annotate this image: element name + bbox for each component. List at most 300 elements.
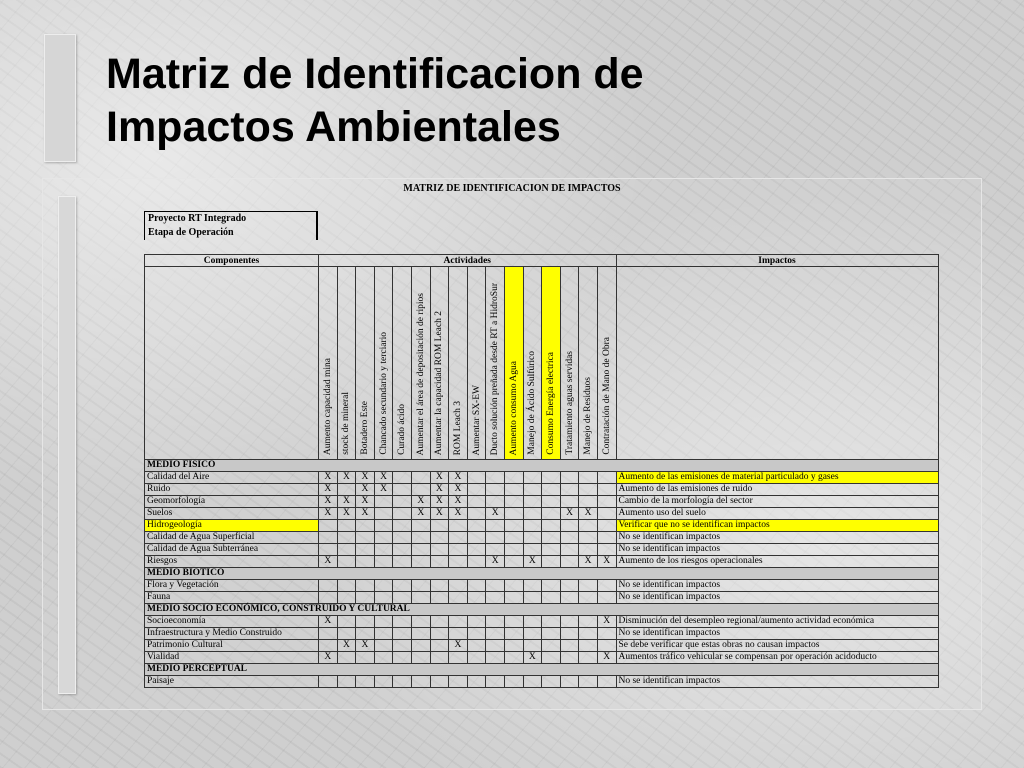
impact-mark-cell <box>542 676 561 688</box>
impact-mark-cell: X <box>374 472 393 484</box>
table-row <box>145 592 939 604</box>
impact-mark-cell: X <box>449 508 468 520</box>
table-row <box>145 532 939 544</box>
impact-mark-cell: X <box>449 472 468 484</box>
activity-header-cell <box>449 267 468 460</box>
impact-mark-cell: X <box>523 556 542 568</box>
impact-mark-cell <box>579 628 598 640</box>
impact-mark-cell <box>393 472 412 484</box>
impact-mark-cell <box>337 556 356 568</box>
impact-mark-cell <box>486 652 505 664</box>
impact-mark-cell <box>393 628 412 640</box>
activity-header-cell <box>467 267 486 460</box>
impact-mark-cell <box>393 652 412 664</box>
impact-mark-cell <box>467 652 486 664</box>
activity-header-cell <box>393 267 412 460</box>
impact-mark-cell <box>411 676 430 688</box>
impact-mark-cell: X <box>356 508 375 520</box>
section-label: MEDIO BIOTICO <box>145 568 939 580</box>
impact-mark-cell: X <box>356 484 375 496</box>
activity-label: Aumentar SX-EW <box>471 384 482 455</box>
impact-mark-cell: X <box>430 496 449 508</box>
impact-mark-cell <box>356 544 375 556</box>
activity-header-cell <box>579 267 598 460</box>
impact-mark-cell <box>430 532 449 544</box>
activity-label: Manejo de Residuos <box>583 377 594 455</box>
impact-mark-cell <box>411 628 430 640</box>
impact-description-cell: Cambio de la morfología del sector <box>616 496 938 508</box>
activity-label: Aumentar la capacidad ROM Leach 2 <box>434 310 445 455</box>
impact-mark-cell <box>411 580 430 592</box>
impact-mark-cell <box>560 580 579 592</box>
impact-mark-cell <box>430 616 449 628</box>
slide-title-line-1: Matriz de Identificacion de <box>106 50 644 98</box>
component-cell: Infraestructura y Medio Construido <box>145 628 319 640</box>
activity-header-cell <box>374 267 393 460</box>
table-row <box>145 580 939 592</box>
table-row <box>145 652 939 664</box>
impact-mark-cell <box>374 508 393 520</box>
table-row <box>145 544 939 556</box>
section-row <box>145 460 939 472</box>
impact-mark-cell <box>597 520 616 532</box>
impact-mark-cell: X <box>430 472 449 484</box>
impact-mark-cell: X <box>337 640 356 652</box>
impact-description-cell: No se identifican impactos <box>616 580 938 592</box>
impact-mark-cell <box>356 676 375 688</box>
impact-mark-cell <box>374 544 393 556</box>
impact-mark-cell <box>319 640 338 652</box>
impact-description-cell: Aumento de los riesgos operacionales <box>616 556 938 568</box>
component-cell: Vialidad <box>145 652 319 664</box>
impact-mark-cell <box>523 580 542 592</box>
impact-mark-cell <box>579 496 598 508</box>
impact-mark-cell <box>411 484 430 496</box>
slide-title-line-2: Impactos Ambientales <box>106 103 561 151</box>
impact-mark-cell <box>597 580 616 592</box>
impact-mark-cell <box>597 592 616 604</box>
impact-mark-cell <box>374 580 393 592</box>
impact-mark-cell: X <box>319 472 338 484</box>
impact-mark-cell <box>523 616 542 628</box>
impact-mark-cell: X <box>579 508 598 520</box>
impact-mark-cell <box>504 628 523 640</box>
activity-label: Consumo Energía electrica <box>545 352 556 455</box>
impact-mark-cell <box>430 676 449 688</box>
impact-mark-cell <box>393 640 412 652</box>
impact-mark-cell <box>560 496 579 508</box>
table-row <box>145 616 939 628</box>
impact-mark-cell <box>467 628 486 640</box>
impact-mark-cell <box>560 592 579 604</box>
impact-mark-cell <box>523 544 542 556</box>
impact-mark-cell <box>597 496 616 508</box>
impact-mark-cell <box>486 496 505 508</box>
impact-mark-cell <box>449 652 468 664</box>
impact-mark-cell <box>374 532 393 544</box>
impact-mark-cell <box>542 544 561 556</box>
component-cell: Paisaje <box>145 676 319 688</box>
impact-mark-cell <box>374 628 393 640</box>
impact-mark-cell <box>542 508 561 520</box>
impact-mark-cell <box>504 544 523 556</box>
impact-mark-cell <box>393 484 412 496</box>
activity-label: Manejo de Ácido Sulfúrico <box>527 351 538 455</box>
table-row <box>145 496 939 508</box>
impact-mark-cell <box>486 580 505 592</box>
table-row <box>145 640 939 652</box>
impact-mark-cell: X <box>597 616 616 628</box>
impacts-header: Impactos <box>616 255 938 267</box>
activity-header-cell <box>337 267 356 460</box>
impact-mark-cell: X <box>356 496 375 508</box>
component-cell: Fauna <box>145 592 319 604</box>
impact-mark-cell <box>467 640 486 652</box>
impact-mark-cell: X <box>449 640 468 652</box>
activity-label: Aumento consumo Agua <box>508 360 519 455</box>
component-cell: Calidad de Agua Superficial <box>145 532 319 544</box>
impact-mark-cell: X <box>356 472 375 484</box>
impact-mark-cell <box>504 580 523 592</box>
impact-mark-cell <box>579 484 598 496</box>
impact-mark-cell <box>337 544 356 556</box>
section-label: MEDIO SOCIO ECONÓMICO, CONSTRUIDO Y CULTURAL <box>145 604 939 616</box>
impact-mark-cell <box>449 544 468 556</box>
impact-mark-cell <box>560 484 579 496</box>
impact-mark-cell <box>356 580 375 592</box>
impact-mark-cell <box>560 544 579 556</box>
impact-description-cell: No se identifican impactos <box>616 544 938 556</box>
activity-label: Aumento capacidad mina <box>322 357 333 455</box>
impact-mark-cell <box>374 496 393 508</box>
component-cell: Calidad del Aire <box>145 472 319 484</box>
impact-mark-cell <box>523 484 542 496</box>
impact-mark-cell <box>467 520 486 532</box>
table-row <box>145 508 939 520</box>
impact-mark-cell <box>597 544 616 556</box>
impact-mark-cell <box>430 628 449 640</box>
activity-label: Chancado secundario y terciario <box>378 332 389 455</box>
activity-label: Curado ácido <box>397 404 408 455</box>
impact-mark-cell: X <box>430 508 449 520</box>
activity-header-cell <box>411 267 430 460</box>
impact-mark-cell: X <box>337 472 356 484</box>
impact-mark-cell: X <box>579 556 598 568</box>
matrix-header-row <box>145 255 939 267</box>
impact-mark-cell <box>467 508 486 520</box>
section-row <box>145 604 939 616</box>
impact-mark-cell <box>523 472 542 484</box>
activity-header-cell <box>356 267 375 460</box>
impact-mark-cell <box>430 544 449 556</box>
impact-mark-cell <box>356 628 375 640</box>
activity-label: Aumentar el área de depositación de ripios <box>415 292 426 455</box>
component-cell: Patrimonio Cultural <box>145 640 319 652</box>
impact-mark-cell <box>486 628 505 640</box>
impact-mark-cell <box>374 640 393 652</box>
impact-mark-cell: X <box>411 508 430 520</box>
activity-header-cell <box>430 267 449 460</box>
impact-description-cell: Aumento uso del suelo <box>616 508 938 520</box>
impact-mark-cell <box>486 592 505 604</box>
activity-header-cell <box>504 267 523 460</box>
impact-mark-cell <box>597 472 616 484</box>
impact-mark-cell: X <box>337 508 356 520</box>
impact-mark-cell: X <box>523 652 542 664</box>
table-row <box>145 484 939 496</box>
impact-mark-cell <box>467 556 486 568</box>
activity-label: Ducto solución preñada desde RT a HidroSur <box>490 282 501 455</box>
impact-mark-cell <box>356 616 375 628</box>
impact-mark-cell <box>467 580 486 592</box>
impact-mark-cell <box>523 640 542 652</box>
impact-mark-cell <box>560 532 579 544</box>
impact-mark-cell <box>374 676 393 688</box>
activity-header-cell <box>486 267 505 460</box>
matrix-sheet <box>42 178 982 710</box>
impact-mark-cell <box>374 616 393 628</box>
impact-mark-cell <box>504 676 523 688</box>
impact-mark-cell: X <box>486 508 505 520</box>
impact-mark-cell <box>319 580 338 592</box>
impact-mark-cell: X <box>319 508 338 520</box>
impact-mark-cell <box>467 484 486 496</box>
impact-mark-cell <box>542 484 561 496</box>
impact-mark-cell <box>542 472 561 484</box>
impact-mark-cell <box>579 616 598 628</box>
impact-mark-cell: X <box>560 508 579 520</box>
impact-mark-cell <box>560 520 579 532</box>
impact-mark-cell <box>337 616 356 628</box>
activity-header-cell <box>560 267 579 460</box>
table-row <box>145 472 939 484</box>
impact-mark-cell: X <box>319 616 338 628</box>
impact-description-cell: No se identifican impactos <box>616 592 938 604</box>
impact-mark-cell <box>560 628 579 640</box>
impact-mark-cell <box>467 532 486 544</box>
impact-mark-cell <box>579 676 598 688</box>
impact-mark-cell <box>393 496 412 508</box>
impact-mark-cell <box>523 592 542 604</box>
impact-mark-cell <box>542 520 561 532</box>
impact-mark-cell <box>523 532 542 544</box>
activity-label: Botadero Este <box>359 401 370 455</box>
activity-label: stock de mineral <box>341 392 352 455</box>
impact-description-cell: Aumentos tráfico vehicular se compensan por operación acidoducto <box>616 652 938 664</box>
component-cell: Suelos <box>145 508 319 520</box>
impact-mark-cell <box>411 592 430 604</box>
impact-mark-cell: X <box>597 652 616 664</box>
impact-mark-cell <box>411 520 430 532</box>
impact-mark-cell <box>467 544 486 556</box>
component-cell: Riesgos <box>145 556 319 568</box>
impact-mark-cell <box>597 676 616 688</box>
impact-mark-cell <box>579 592 598 604</box>
impact-mark-cell <box>504 652 523 664</box>
table-row <box>145 628 939 640</box>
table-row <box>145 556 939 568</box>
impact-mark-cell: X <box>486 556 505 568</box>
impact-mark-cell <box>411 556 430 568</box>
section-label: MEDIO FISICO <box>145 460 939 472</box>
impact-mark-cell: X <box>319 484 338 496</box>
impact-mark-cell <box>393 544 412 556</box>
impact-mark-cell <box>523 676 542 688</box>
impact-description-cell: No se identifican impactos <box>616 628 938 640</box>
impact-mark-cell <box>504 508 523 520</box>
component-cell: Hidrogeología <box>145 520 319 532</box>
impact-mark-cell <box>411 640 430 652</box>
impact-description-cell: Disminución del desempleo regional/aumento actividad económica <box>616 616 938 628</box>
impact-mark-cell <box>430 640 449 652</box>
section-label: MEDIO PERCEPTUAL <box>145 664 939 676</box>
impact-mark-cell: X <box>449 496 468 508</box>
activity-label: Contratación de Mano de Obra <box>601 337 612 455</box>
impact-mark-cell <box>319 520 338 532</box>
impact-mark-cell <box>523 508 542 520</box>
impact-mark-cell <box>486 544 505 556</box>
impact-mark-cell <box>542 652 561 664</box>
impact-mark-cell <box>486 640 505 652</box>
impact-mark-cell <box>393 616 412 628</box>
activity-label: ROM Leach 3 <box>452 400 463 455</box>
impact-mark-cell <box>356 520 375 532</box>
components-header: Componentes <box>145 255 319 267</box>
impact-mark-cell <box>449 592 468 604</box>
impact-mark-cell <box>486 616 505 628</box>
impact-mark-cell <box>504 496 523 508</box>
activity-labels-row <box>145 267 939 460</box>
impact-mark-cell <box>542 556 561 568</box>
impact-mark-cell <box>430 556 449 568</box>
impact-mark-cell <box>374 556 393 568</box>
component-cell: Geomorfología <box>145 496 319 508</box>
impact-mark-cell <box>486 532 505 544</box>
impact-mark-cell <box>542 592 561 604</box>
impact-mark-cell <box>523 496 542 508</box>
impact-mark-cell <box>337 520 356 532</box>
impact-mark-cell <box>486 484 505 496</box>
impact-mark-cell <box>504 616 523 628</box>
impact-mark-cell <box>486 472 505 484</box>
impact-mark-cell <box>597 532 616 544</box>
impact-mark-cell <box>597 640 616 652</box>
impact-mark-cell <box>449 580 468 592</box>
slide-title <box>106 48 644 154</box>
impact-mark-cell <box>467 592 486 604</box>
impact-mark-cell <box>337 652 356 664</box>
activity-header-cell <box>319 267 338 460</box>
impact-mark-cell <box>393 532 412 544</box>
impact-mark-cell <box>337 484 356 496</box>
impact-mark-cell: X <box>319 556 338 568</box>
components-header-spacer <box>145 267 319 460</box>
impact-mark-cell <box>430 580 449 592</box>
activity-header-cell <box>542 267 561 460</box>
impact-mark-cell <box>430 592 449 604</box>
impact-mark-cell <box>504 472 523 484</box>
impact-mark-cell <box>374 520 393 532</box>
impact-mark-cell <box>504 532 523 544</box>
impact-mark-cell <box>542 532 561 544</box>
impact-mark-cell <box>356 652 375 664</box>
impact-matrix-table <box>144 254 939 688</box>
impact-description-cell: No se identifican impactos <box>616 532 938 544</box>
impact-description-cell: No se identifican impactos <box>616 676 938 688</box>
impact-mark-cell <box>411 472 430 484</box>
impact-mark-cell <box>337 532 356 544</box>
impact-mark-cell <box>523 520 542 532</box>
activity-header-cell <box>523 267 542 460</box>
table-row <box>145 520 939 532</box>
impact-description-cell: Verificar que no se identifican impactos <box>616 520 938 532</box>
impact-description-cell: Aumento de las emisiones de ruido <box>616 484 938 496</box>
impact-mark-cell <box>560 472 579 484</box>
impact-mark-cell <box>579 472 598 484</box>
impact-mark-cell <box>467 676 486 688</box>
impact-mark-cell <box>449 532 468 544</box>
impact-mark-cell <box>319 532 338 544</box>
impact-mark-cell <box>597 484 616 496</box>
component-cell: Flora y Vegetación <box>145 580 319 592</box>
impact-mark-cell: X <box>374 484 393 496</box>
impact-mark-cell <box>523 628 542 640</box>
impact-mark-cell <box>579 580 598 592</box>
component-cell: Ruido <box>145 484 319 496</box>
impact-mark-cell <box>430 520 449 532</box>
impact-mark-cell <box>411 652 430 664</box>
impact-mark-cell <box>449 676 468 688</box>
impact-mark-cell <box>319 544 338 556</box>
impact-mark-cell <box>356 556 375 568</box>
impacts-header-spacer <box>616 267 938 460</box>
impact-mark-cell <box>337 628 356 640</box>
project-info <box>144 211 318 240</box>
impact-mark-cell <box>374 592 393 604</box>
impact-mark-cell <box>393 580 412 592</box>
impact-mark-cell <box>467 472 486 484</box>
impact-mark-cell <box>560 556 579 568</box>
impact-mark-cell <box>337 676 356 688</box>
impact-mark-cell <box>411 544 430 556</box>
impact-mark-cell <box>579 640 598 652</box>
impact-mark-cell <box>542 640 561 652</box>
impact-mark-cell: X <box>430 484 449 496</box>
impact-mark-cell <box>337 592 356 604</box>
impact-mark-cell <box>393 508 412 520</box>
impact-mark-cell <box>449 628 468 640</box>
impact-mark-cell <box>542 628 561 640</box>
impact-mark-cell <box>356 532 375 544</box>
impact-mark-cell: X <box>319 496 338 508</box>
impact-mark-cell <box>560 652 579 664</box>
impact-mark-cell <box>504 484 523 496</box>
project-stage: Etapa de Operación <box>144 226 318 240</box>
sheet-title: MATRIZ DE IDENTIFICACION DE IMPACTOS <box>403 183 621 194</box>
impact-mark-cell: X <box>449 484 468 496</box>
impact-mark-cell <box>467 496 486 508</box>
impact-mark-cell: X <box>411 496 430 508</box>
impact-mark-cell <box>560 640 579 652</box>
impact-mark-cell <box>393 556 412 568</box>
impact-mark-cell <box>560 616 579 628</box>
impact-mark-cell <box>319 592 338 604</box>
impact-mark-cell <box>374 652 393 664</box>
impact-description-cell: Aumento de las emisiones de material particulado y gases <box>616 472 938 484</box>
impact-mark-cell <box>504 556 523 568</box>
impact-mark-cell <box>542 496 561 508</box>
impact-mark-cell: X <box>337 496 356 508</box>
